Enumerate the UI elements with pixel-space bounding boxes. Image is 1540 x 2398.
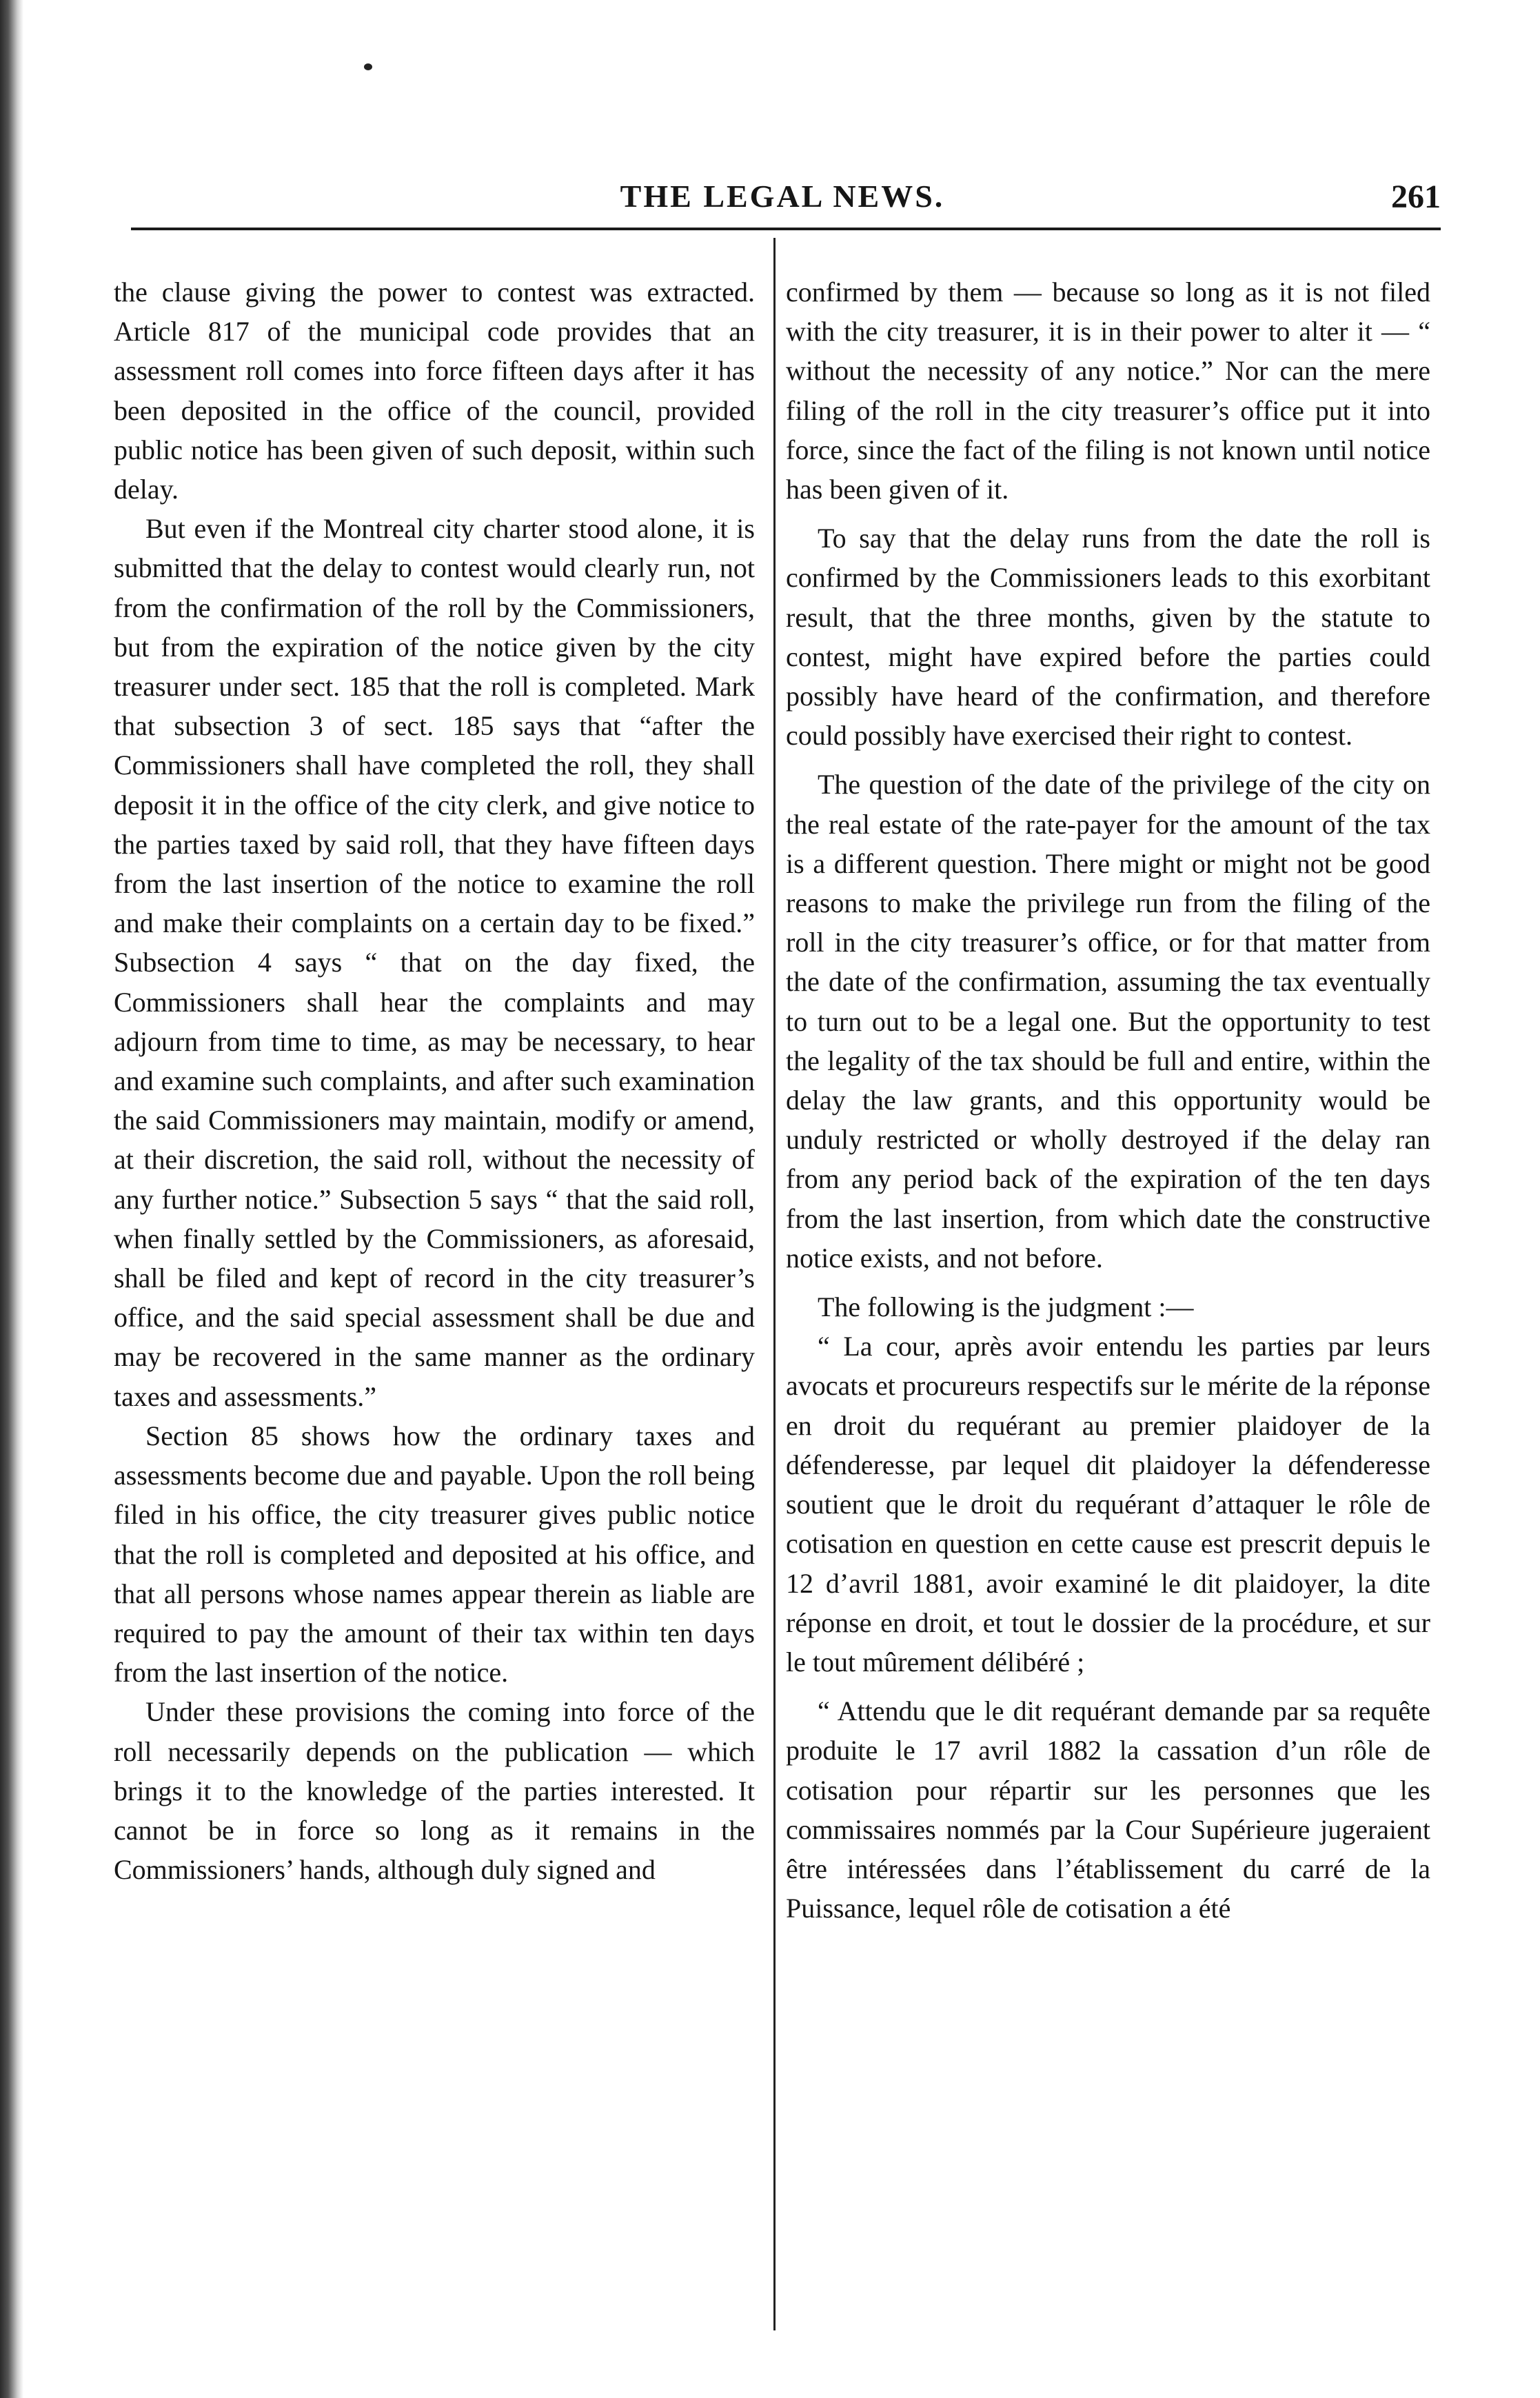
- right-column: [786, 272, 1430, 2334]
- column-divider: [773, 238, 776, 2330]
- running-title: THE LEGAL NEWS.: [620, 179, 945, 214]
- page-header: [124, 172, 1441, 221]
- paragraph: But even if the Montreal city charter stood alone, it is submitted that the delay to contest would clearly run, not from the confirmation of the roll by the Commissioners, but from the expiration of the notice given by the city treasurer under sect. 185 that the roll is completed. Mark that subsection 3 of sect. 185 says that “after the Commissioners shall have completed the roll, they shall deposit it in the office of the city clerk, and give notice to the parties taxed by said roll, that they have fifteen days from the last insertion of the notice to examine the roll and make their complaints on a certain day to be fixed.” Subsection 4 says “ that on the day fixed, the Commissioners shall hear the complaints and may adjourn from time to time, as may be necessary, to hear and examine such complaints, and after such examination the said Commissioners may maintain, modify or amend, at their discretion, the said roll, without the necessity of any further notice.” Subsection 5 says “ that the said roll, when finally settled by the Commissioners, as aforesaid, shall be filed and kept of record in the city treasurer’s office, and the said special assessment shall be due and may be recovered in the same manner as the ordinary taxes and assessments.”: [114, 513, 755, 1412]
- page-number: 261: [1391, 179, 1441, 215]
- scanned-page-edge: [0, 0, 23, 2398]
- paragraph: Under these provisions the coming into force of the roll necessarily depends on the publication — which brings it to the knowledge of the parties interested. It cannot be in force so long as it remains in the Commissioners’ hands, although duly signed and: [114, 1696, 755, 1886]
- paragraph: The following is the judgment :—: [818, 1291, 1194, 1323]
- paragraph: “ La cour, après avoir entendu les parties par leurs avocats et procureurs respectifs sur le mérite de la réponse en droit du requérant au premier plaidoyer de la défenderesse, par lequel dit plaidoyer la défenderesse soutient que le droit du requérant d’attaquer le rôle de cotisation en question en cette cause est prescrit depuis le 12 d’avril 1881, avoir examiné le dit plaidoyer, la dite réponse en droit, et tout le dossier de la procédure, et sur le tout mûrement délibéré ;: [786, 1331, 1430, 1677]
- header-rule: [131, 228, 1441, 230]
- left-column: [114, 272, 755, 2334]
- paragraph: The question of the date of the privilege of the city on the real estate of the rate-payer for the amount of the tax is a different question. There might or might not be good reasons to make the privilege run from the filing of the roll in the city treasurer’s office, or for that matter from the date of the confirmation, assuming the tax eventually to turn out to be a legal one. But the opportunity to test the legality of the tax should be full and entire, within the delay the law grants, and this opportunity would be unduly restricted or wholly destroyed if the delay ran from any period back of the expiration of the ten days from the last insertion, from which date the constructive notice exists, and not before.: [786, 769, 1430, 1273]
- paragraph: the clause giving the power to contest was extracted. Article 817 of the municipal code provides that an assessment roll comes into force fifteen days after it has been deposited in the office of the council, provided public notice has been given of such deposit, within such delay.: [114, 276, 755, 505]
- paragraph: confirmed by them — because so long as it is not filed with the city treasurer, it is in their power to alter it — “ without the necessity of any notice.” Nor can the mere filing of the roll in the city treasurer’s office put it into force, since the fact of the filing is not known until notice has been given of it.: [786, 276, 1430, 505]
- paragraph: Section 85 shows how the ordinary taxes and assessments become due and payable. Upon the roll being filed in his office, the city treasurer gives public notice that the roll is completed and deposited at his office, and that all persons whose names appear therein as liable are required to pay the amount of their tax within ten days from the last insertion of the notice.: [114, 1420, 755, 1689]
- ink-speck: [364, 63, 372, 70]
- paragraph: “ Attendu que le dit requérant demande par sa requête produite le 17 avril 1882 la cassation d’un rôle de cotisation pour répartir sur les personnes que les commissaires nommés par la Cour Supérieure jugeraient être intéressées dans l’établissement du carré de la Puissance, lequel rôle de cotisation a été: [786, 1695, 1430, 1924]
- paragraph: To say that the delay runs from the date the roll is confirmed by the Commissioners leads to this exorbitant result, that the three months, given by the statute to contest, might have expired before the parties could possibly have heard of the confirmation, and therefore could possibly have exercised their right to contest.: [786, 523, 1430, 752]
